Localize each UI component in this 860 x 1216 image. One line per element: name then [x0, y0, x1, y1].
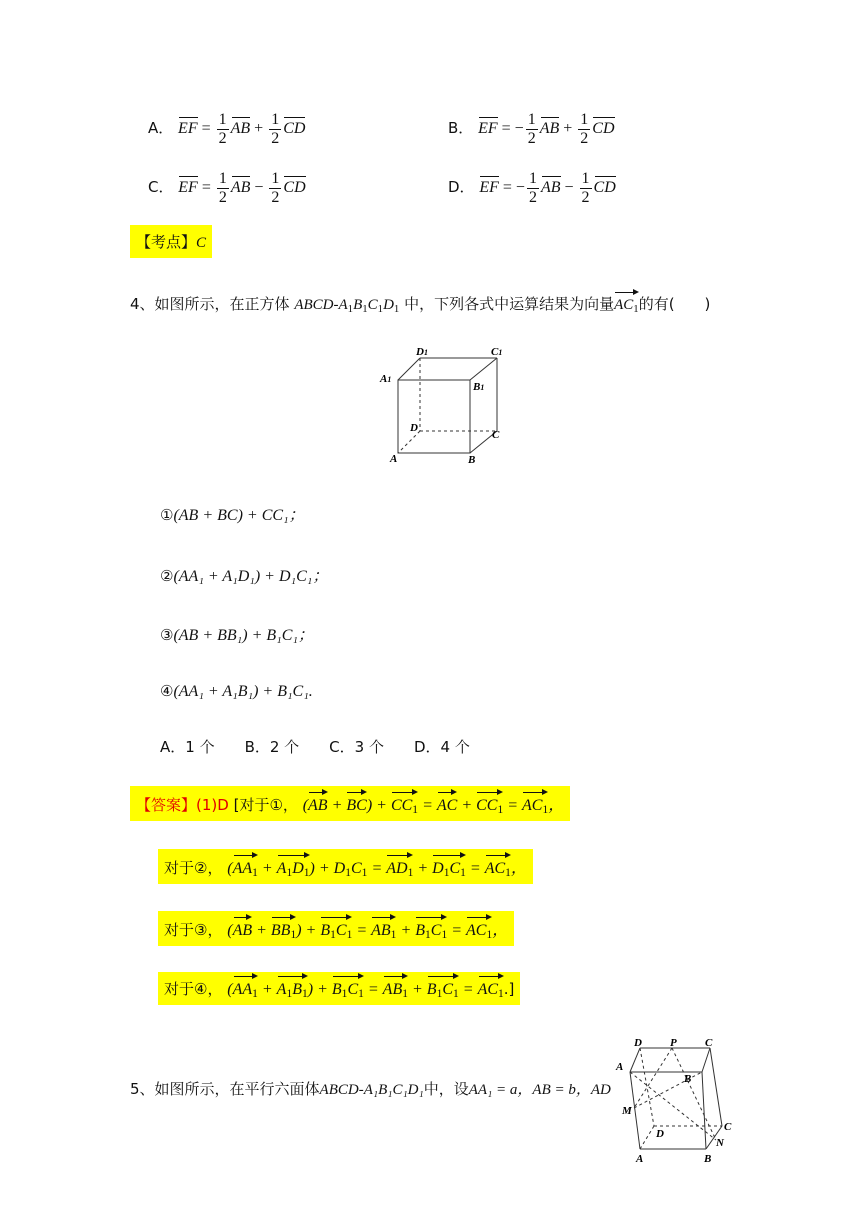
item-4: ④(AA₁ + A₁B₁) + B₁C₁.: [160, 682, 313, 700]
svg-text:D: D: [634, 1037, 642, 1049]
label-a: A: [390, 453, 398, 465]
option-b: B． EF = − $\frac{1}{2}$ AB + $\frac{1}{2}$ CD: [448, 111, 615, 147]
item-3: ③(AB + BB₁) + B₁C₁；: [160, 626, 314, 644]
label-c: C: [492, 429, 500, 441]
cube-figure: [378, 342, 508, 470]
answer-label: 【答案】: [136, 796, 197, 814]
svg-text:C: C: [705, 1037, 713, 1049]
svg-text:C: C: [724, 1121, 732, 1133]
kaodian-box: [130, 225, 212, 258]
svg-text:A: A: [636, 1153, 644, 1165]
label-b1: B1: [473, 381, 485, 393]
svg-text:B: B: [684, 1073, 692, 1085]
svg-text:M: M: [622, 1105, 632, 1117]
question-5: 5、如图所示，在平行六面体ABCD-A₁B₁C₁D₁中，设AA₁ = a，AB = b，AD: [130, 1080, 611, 1098]
choices: A．1 个 B．2 个 C．3 个 D．4 个: [160, 738, 470, 756]
label-c1: C1: [491, 346, 503, 358]
svg-text:P: P: [670, 1037, 677, 1049]
label-d: D: [410, 422, 418, 434]
answer-line-4: 对于④， $(AA_1 + A_1B_1) + B_1C_1 = AB_1 + B_1C_1 = AC_1$.]: [158, 972, 520, 1005]
svg-text:A: A: [616, 1061, 624, 1073]
fraction: $\frac{1}{2}$: [218, 111, 227, 147]
label-a1: A1: [380, 373, 392, 385]
option-letter: A．: [148, 119, 174, 138]
svg-text:B: B: [704, 1153, 712, 1165]
vector-ac1: $AC_1$: [614, 297, 639, 316]
svg-text:D: D: [656, 1128, 664, 1140]
answer-line-2: 对于②， $(AA_1 + A_1D_1) + D_1C_1 = AD_1 + D_1C_1 = AC_1$，: [158, 849, 533, 884]
kaodian-value: C: [196, 235, 207, 251]
option-a: A． EF = $\frac{1}{2}$ AB + $\frac{1}{2}$ CD: [148, 111, 306, 147]
vector-ef: EF: [178, 120, 198, 138]
item-2: ②(AA₁ + A₁D₁) + D₁C₁；: [160, 567, 329, 585]
option-c: C． EF = $\frac{1}{2}$ AB − $\frac{1}{2}$ CD: [148, 170, 306, 206]
question-4: 4、如图所示，在正方体 ABCD-$A_1B_1C_1D_1$ 中，下列各式中运算结果为向量$AC_1$的有( ): [130, 295, 711, 316]
svg-text:N: N: [716, 1137, 724, 1149]
answer-line-3: 对于③， $(AB + BB_1) + B_1C_1 = AB_1 + B_1C_1 = AC_1$，: [158, 911, 514, 946]
kaodian-label: 【考点】: [136, 233, 197, 251]
option-d: D． EF = − $\frac{1}{2}$ AB − $\frac{1}{2}$ CD: [448, 170, 616, 206]
label-d1: D1: [416, 346, 428, 358]
answer-line-1: 【答案】(1)D [对于①， $(AB + BC) + CC_1$ = AC + $CC_1 = AC_1$，: [130, 786, 570, 821]
item-1: ①(AB + BC) + CC₁；: [160, 506, 305, 524]
label-b: B: [468, 454, 476, 466]
parallelepiped-figure: [612, 1036, 740, 1166]
